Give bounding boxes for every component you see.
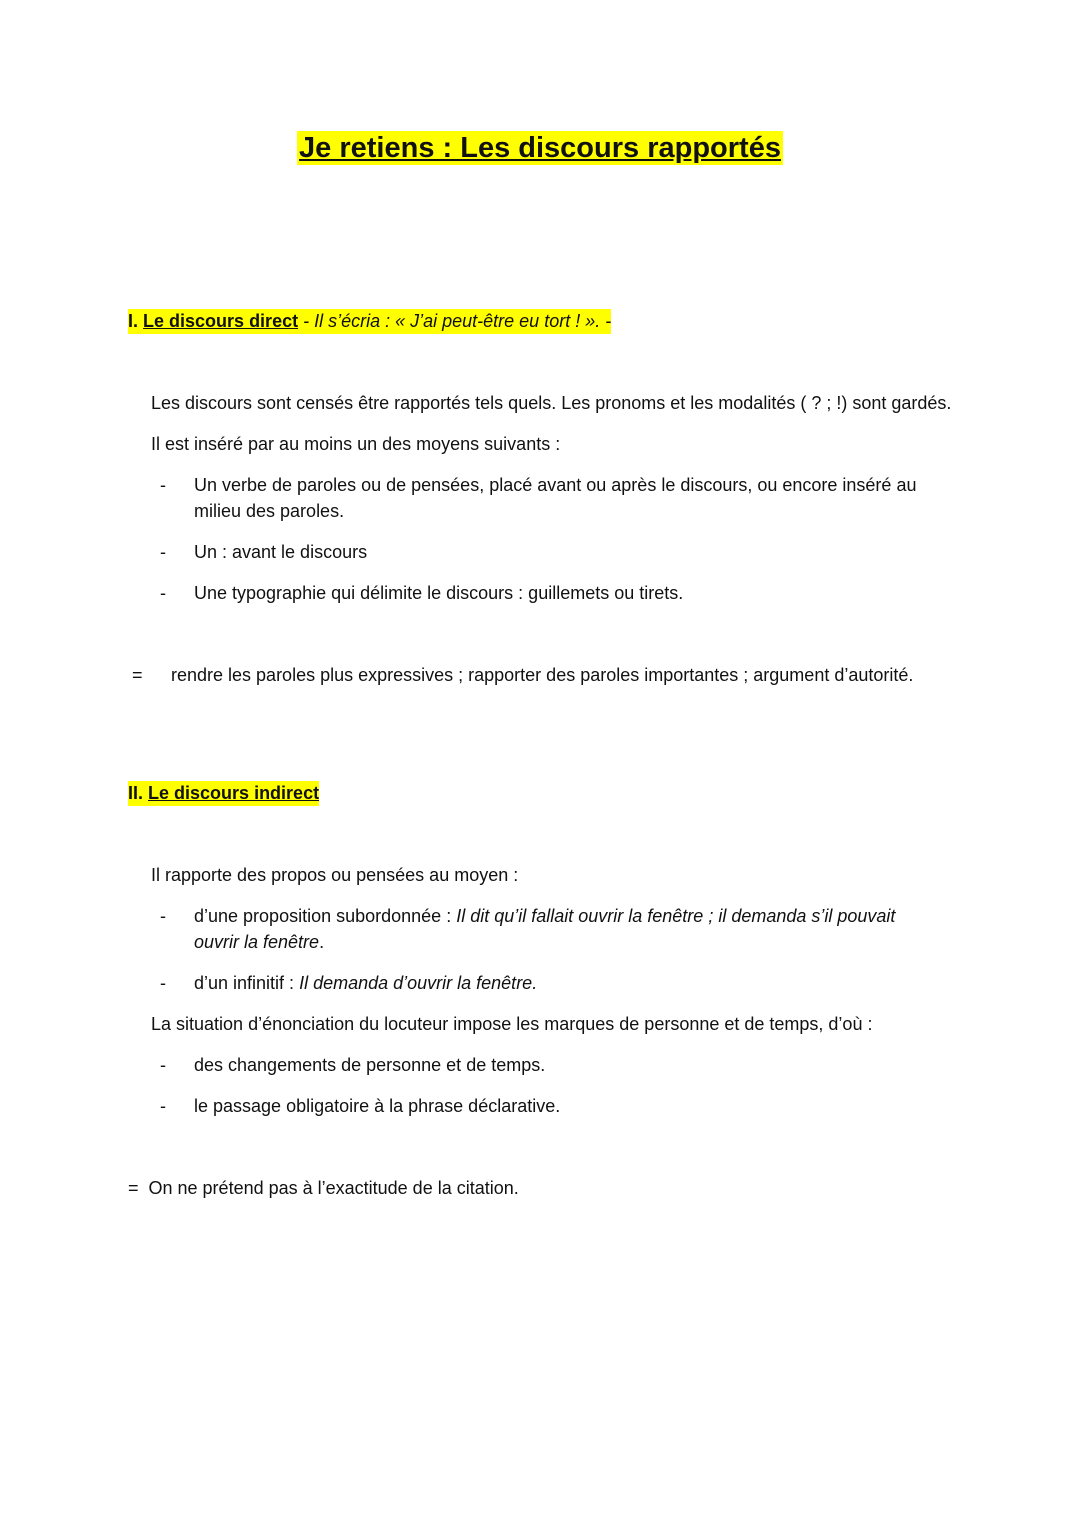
bullet-dash: - — [160, 1055, 166, 1075]
section-1-highlight — [128, 309, 611, 334]
bullet-dash: - — [160, 906, 166, 926]
page-title-text: Je retiens : Les discours rapportés — [299, 132, 781, 164]
list-item-example: Il dit qu’il fallait ouvrir la fenêtre ; il demanda s’il pouvait ouvrir la fenêtre — [194, 906, 896, 952]
page-title — [0, 128, 1080, 168]
list-item-text: Une typographie qui délimite le discours : guillemets ou tirets. — [194, 583, 684, 603]
section-2-paragraph-1: Il rapporte des propos ou pensées au moyen : — [151, 865, 519, 885]
section-2-heading — [128, 780, 319, 806]
list-item-text: Un verbe de paroles ou de pensées, placé avant ou après le discours, ou encore inséré au milieu des paroles. — [194, 475, 917, 521]
list-item-end: . — [319, 932, 325, 952]
list-item-text: des changements de personne et de temps. — [194, 1055, 546, 1075]
section-1-heading — [128, 308, 611, 334]
bullet-dash: - — [160, 1096, 166, 1116]
section-2-number: II. — [128, 783, 144, 803]
section-2-title: Le discours indirect — [148, 783, 320, 803]
bullet-dash: - — [160, 475, 166, 495]
section-1-title: Le discours direct — [143, 311, 299, 331]
section-1-example: - Il s’écria : « J’ai peut-être eu tort ! ». - — [298, 311, 612, 331]
section-2-paragraph-2: La situation d’énonciation du locuteur impose les marques de personne et de temps, d’où : — [151, 1014, 873, 1034]
bullet-dash: - — [160, 542, 166, 562]
bullet-dash: - — [160, 583, 166, 603]
list-item-text — [194, 903, 934, 955]
list-item-text: le passage obligatoire à la phrase déclarative. — [194, 1096, 561, 1116]
list-item-text: Un : avant le discours — [194, 542, 368, 562]
list-item-lead: d’une proposition subordonnée : — [194, 906, 457, 926]
conclusion-sign: = — [132, 665, 143, 685]
section-2-conclusion: = On ne prétend pas à l’exactitude de la citation. — [128, 1178, 519, 1198]
section-2-highlight — [128, 781, 319, 806]
section-1-paragraph-2: Il est inséré par au moins un des moyens suivants : — [151, 434, 561, 454]
list-item-example: Il demanda d’ouvrir la fenêtre. — [299, 973, 538, 993]
bullet-dash: - — [160, 973, 166, 993]
section-1-number: I. — [128, 311, 139, 331]
list-item-text — [194, 970, 934, 996]
section-1-conclusion: rendre les paroles plus expressives ; rapporter des paroles importantes ; argument d’autorité. — [171, 665, 914, 685]
list-item-lead: d’un infinitif : — [194, 973, 300, 993]
section-1-paragraph-1: Les discours sont censés être rapportés tels quels. Les pronoms et les modalités ( ? ; !) sont gardés. — [151, 393, 952, 413]
